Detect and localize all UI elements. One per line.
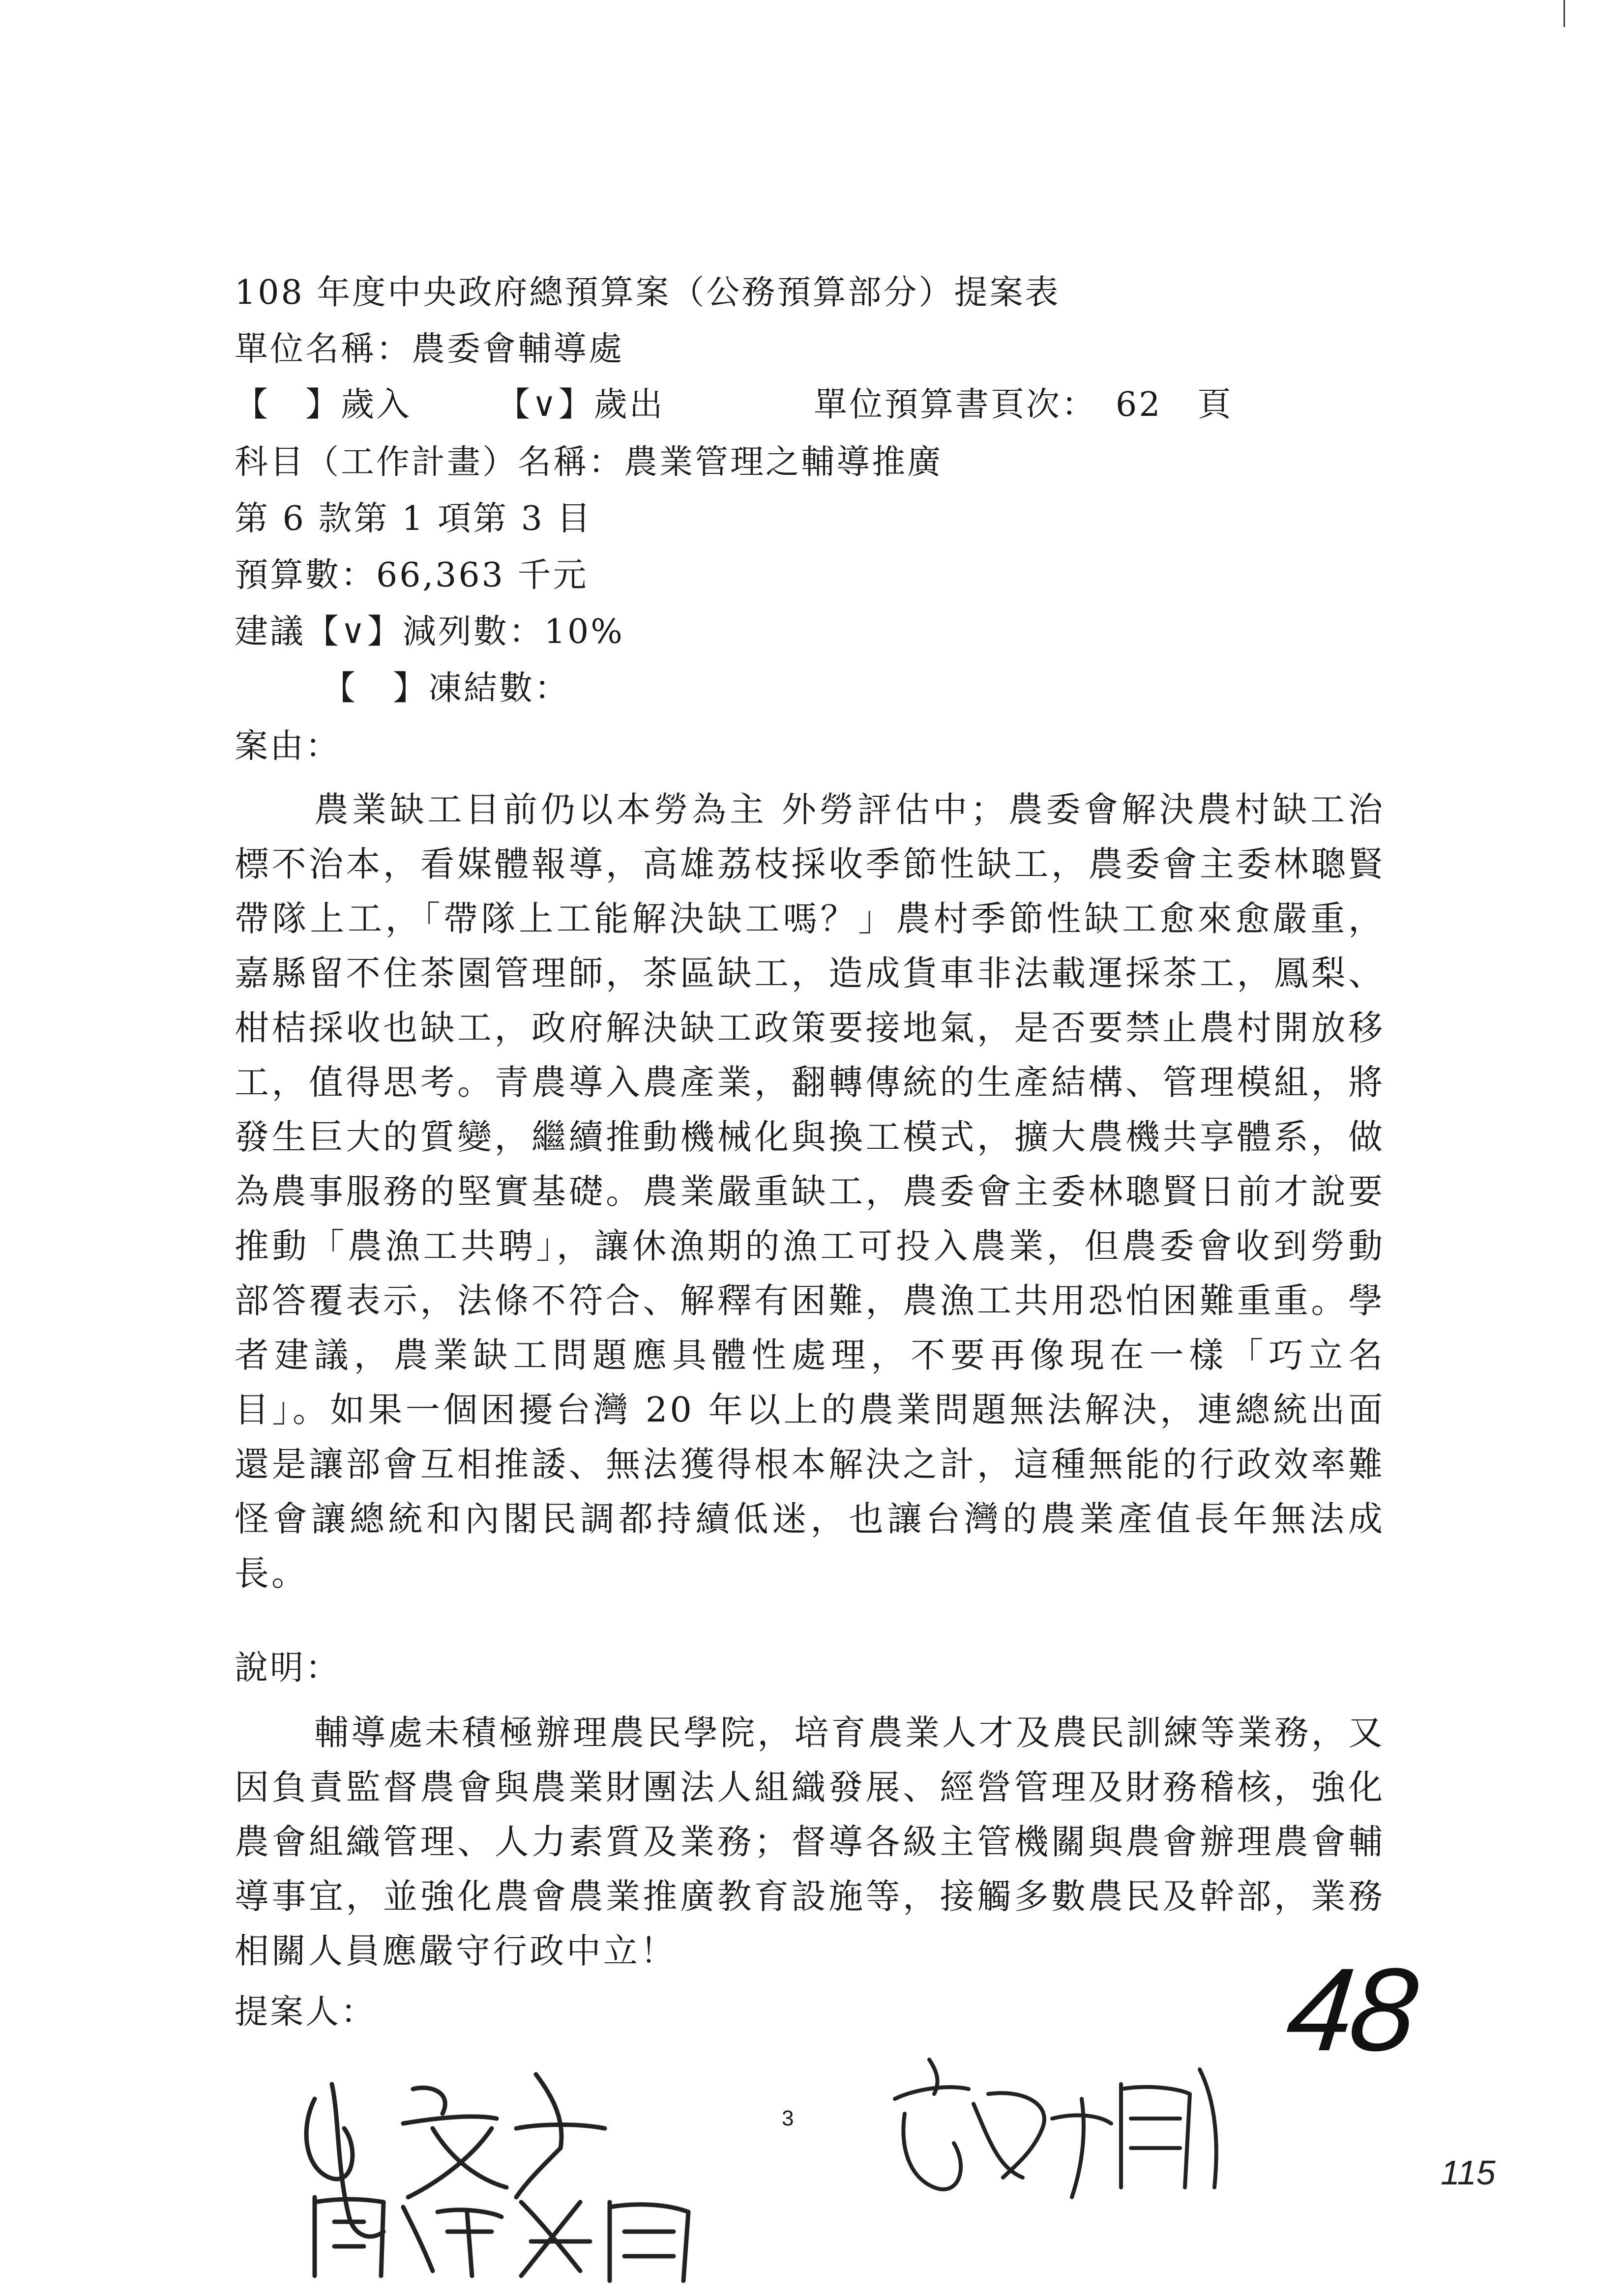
unit-name: 單位名稱：農委會輔導處 (235, 330, 624, 369)
reason-label: 案由： (235, 727, 341, 766)
expense-checkbox: 【∨】歲出 (497, 385, 665, 424)
explanation-text: 輔導處未積極辦理農民學院，培育農業人才及農民訓練等業務，又因負責監督農會與農業財團法人組織發展、經營管理及財務稽核，強化農會組織管理、人力素質及業務；督導各級主管機關與農會辦理農會輔導事宜，並強化農會農業推廣教育設施等，接觸多數農民及幹部，業務相關人員應嚴守行政中立！ (235, 1713, 1385, 1971)
revenue-checkbox: 【 】歲入 (235, 385, 412, 424)
document-title: 108 年度中央政府總預算案（公務預算部分）提案表 (235, 273, 1061, 312)
budget-amount: 預算數：66,363 千元 (235, 556, 589, 595)
subject-name: 科目（工作計畫）名稱：農業管理之輔導推廣 (235, 443, 943, 482)
signature-left (285, 2055, 728, 2291)
reason-text: 農業缺工目前仍以本勞為主 外勞評估中；農委會解決農村缺工治標不治本，看媒體報導，高雄荔枝採收季節性缺工，農委會主委林聰賢帶隊上工，「帶隊上工能解決缺工嗎？」農村季節性缺工愈來愈嚴重，嘉縣留不住茶園管理師，茶區缺工，造成貨車非法載運採茶工，鳳梨、柑桔採收也缺工，政府解決缺工政策要接地氣，是否要禁止農村開放移工，值得思考。青農導入農產業，翻轉傳統的生產結構、管理模組，將發生巨大的質變，繼續推動機械化與換工模式，擴大農機共享體系，做為農事服務的堅實基礎。農業嚴重缺工，農委會主委林聰賢日前才說要推動「農漁工共聘」，讓休漁期的漁工可投入農業，但農委會收到勞動部答覆表示，法條不符合、解釋有困難，農漁工共用恐怕困難重重。學者建議，農業缺工問題應具體性處理，不要再像現在一樣「巧立名目」。如果一個困擾台灣 20 年以上的農業問題無法解決，連總統出面還是讓部會互相推諉、無法獲得根本解決之計，這種無能的行政效率難怪會讓總統和內閣民調都持續低迷，也讓台灣的農業產值長年無法成長。 (235, 789, 1385, 1594)
page-number: 3 (782, 2106, 794, 2130)
proposer-label: 提案人： (235, 1993, 377, 2032)
suggestion-cut: 建議【∨】減列數：10% (235, 612, 624, 651)
scan-edge-mark (1564, 0, 1565, 27)
handwritten-number: 48 (1281, 1944, 1421, 2075)
handwritten-small-number: 115 (1441, 2153, 1496, 2192)
suggestion-freeze: 【 】凍結數： (322, 669, 570, 708)
explanation-label: 說明： (235, 1649, 341, 1687)
item-number: 第 6 款第 1 項第 3 目 (235, 499, 592, 538)
budget-book-page: 單位預算書頁次： 62 頁 (814, 385, 1233, 424)
signature-right (875, 2040, 1249, 2217)
